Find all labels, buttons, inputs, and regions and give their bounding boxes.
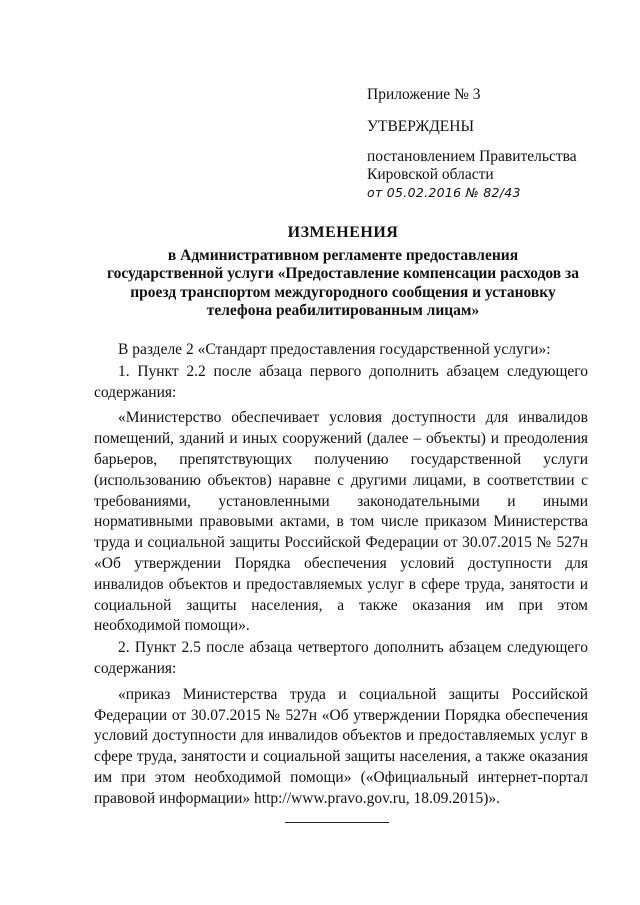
approved-by-line-1: постановлением Правительства bbox=[367, 148, 577, 165]
decree-date-number: от 05.02.2016 № 82/43 bbox=[367, 185, 521, 200]
heading-subtitle-line: государственной услуги «Предоставление компенсации расходов за bbox=[106, 265, 580, 283]
section-intro-paragraph: В разделе 2 «Стандарт предоставления государственной услуги»: bbox=[118, 341, 551, 358]
heading-subtitle-line: в Административном регламенте предоставления bbox=[167, 246, 519, 264]
approved-label: УТВЕРЖДЕНЫ bbox=[367, 118, 474, 135]
document-body bbox=[94, 340, 588, 811]
document-heading bbox=[96, 224, 590, 321]
heading-title: ИЗМЕНЕНИЯ bbox=[287, 224, 399, 241]
end-separator-line bbox=[285, 822, 389, 823]
appendix-number: Приложение № 3 bbox=[367, 86, 481, 103]
item-1-paragraph: 1. Пункт 2.2 после абзаца первого дополнить абзацем следующего содержания: bbox=[94, 362, 588, 401]
approval-block bbox=[367, 86, 617, 202]
heading-subtitle-line: проезд транспортом междугородного сообщения и установку bbox=[130, 283, 556, 301]
item-1-quote-paragraph: «Министерство обеспечивает условия доступности для инвалидов помещений, зданий и иных сооружений (далее – объекты) и преодоления барьеров, препятствующих получению государственной услуги (использованию объектов) наравне с другими лицами, в соответствии с требованиями, установленными законодательными и иными нормативными правовыми актами, в том числе приказом Министерства труда и социальной защиты Российской Федерации от 30.07.2015 № 527н «Об утверждении Порядка обеспечения условий доступности для инвалидов объектов и предоставляемых услуг в сфере труда, занятости и социальной защиты населения, а также оказания им при этом необходимой помощи». bbox=[94, 409, 588, 635]
item-2-quote-paragraph: «приказ Министерства труда и социальной защиты Российской Федерации от 30.07.2015 № 527н «Об утверждении Порядка обеспечения условий доступности для инвалидов объектов и предоставляемых услуг в сфере труда, занятости и социальной защиты населения, а также оказания им при этом необходимой помощи» («Официальный интернет-портал правовой информации» http://www.pravo.gov.ru, 18.09.2015)». bbox=[94, 685, 588, 807]
heading-subtitle-line: телефона реабилитированным лицам» bbox=[206, 302, 480, 320]
approved-by-line-2: Кировской области bbox=[367, 166, 494, 183]
item-2-paragraph: 2. Пункт 2.5 после абзаца четвертого дополнить абзацем следующего содержания: bbox=[94, 639, 588, 677]
